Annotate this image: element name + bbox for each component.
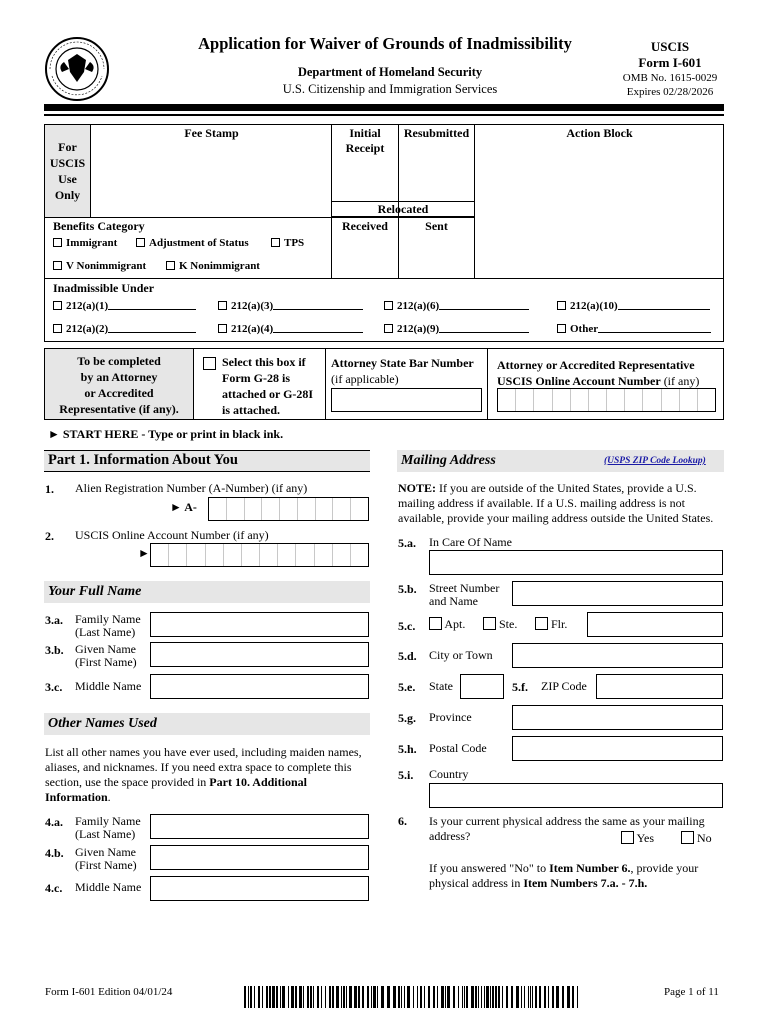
benefit-v-nonimmigrant[interactable]: V Nonimmigrant [53, 260, 146, 272]
footer-edition: Form I-601 Edition 04/01/24 [45, 986, 173, 998]
barcode-bar [539, 986, 541, 1008]
barcode-bar [280, 986, 281, 1008]
resubmitted-label: Resubmitted [403, 126, 470, 140]
province-input[interactable] [512, 705, 723, 730]
barcode-bar [478, 986, 479, 1008]
barcode-bar [433, 986, 435, 1008]
barcode-bar [424, 986, 425, 1008]
inadmissible-divider [44, 278, 724, 279]
barcode-bar [288, 986, 289, 1008]
barcode-bar [346, 986, 347, 1008]
care-of-label: In Care Of Name [429, 535, 512, 549]
middle-name-label: Middle Name [75, 679, 142, 693]
q6-yes-option[interactable]: Yes [621, 831, 654, 846]
other-middle-name-number: 4.c. [45, 881, 63, 895]
street-label: Street Number and Name [429, 581, 500, 608]
checkbox-icon [535, 617, 548, 630]
barcode-bar [524, 986, 525, 1008]
care-of-input[interactable] [429, 550, 723, 575]
part1-title: Part 1. Information About You [48, 452, 238, 468]
barcode-bar [528, 986, 529, 1008]
action-block-label: Action Block [566, 126, 633, 140]
mailing-address-heading: Mailing Address [401, 453, 496, 468]
other-given-name-number: 4.b. [45, 846, 64, 860]
other-family-name-input[interactable] [150, 814, 369, 839]
footer-page-number: Page 1 of 11 [664, 986, 719, 998]
barcode-bar [492, 986, 494, 1008]
barcode-bar [262, 986, 263, 1008]
relocated-label: Relocated [377, 202, 429, 216]
barcode-bar [471, 986, 474, 1008]
barcode-bar [490, 986, 491, 1008]
benefits-divider [44, 217, 332, 218]
benefit-adjustment-of-status[interactable]: Adjustment of Status [136, 237, 249, 249]
given-name-number: 3.b. [45, 643, 64, 657]
postal-code-number: 5.h. [398, 742, 417, 756]
unit-apt-option[interactable]: Apt. [429, 617, 465, 632]
family-name-number: 3.a. [45, 613, 63, 627]
middle-name-number: 3.c. [45, 680, 63, 694]
barcode-bar [250, 986, 252, 1008]
barcode-bar [495, 986, 497, 1008]
barcode-bar [341, 986, 342, 1008]
header-rule-thin [44, 114, 724, 116]
family-name-input[interactable] [150, 612, 369, 637]
checkbox-icon [557, 301, 566, 310]
barcode-bar [307, 986, 309, 1008]
uscis-online-account-input[interactable] [150, 543, 369, 567]
barcode-bar [313, 986, 314, 1008]
barcode-bar [329, 986, 331, 1008]
barcode-bar [552, 986, 554, 1008]
attorney-to-be-completed: To be completed by an Attorney or Accredited Representative (if any). [44, 348, 194, 420]
agency-name: U.S. Citizenship and Immigration Services [282, 82, 498, 96]
usps-zip-lookup-link[interactable]: (USPS ZIP Code Lookup) [604, 456, 706, 466]
barcode-bar [354, 986, 357, 1008]
zip-label: ZIP Code [541, 679, 587, 693]
other-given-name-input[interactable] [150, 845, 369, 870]
barcode-bar [407, 986, 410, 1008]
start-here-instruction: ► START HERE - Type or print in black ink. [48, 427, 284, 441]
received-label: Received [342, 219, 388, 233]
barcode-bar [295, 986, 297, 1008]
checkbox-icon [218, 324, 227, 333]
uscis-label: USCIS [650, 39, 690, 54]
checkbox-icon [53, 301, 62, 310]
barcode-bar [420, 986, 422, 1008]
state-number: 5.e. [398, 680, 416, 694]
barcode-bar [404, 986, 405, 1008]
checkbox-icon [621, 831, 634, 844]
barcode-bar [502, 986, 503, 1008]
unit-ste-option[interactable]: Ste. [483, 617, 517, 632]
given-name-label: Given Name (First Name) [75, 642, 137, 669]
sent-label: Sent [425, 219, 448, 233]
dhs-seal-icon [44, 36, 110, 102]
inadmissible-212a4[interactable]: 212(a)(4) [218, 322, 363, 335]
state-label: State [429, 679, 453, 693]
barcode-bar [428, 986, 430, 1008]
checkbox-icon [218, 301, 227, 310]
barcode-bar [310, 986, 312, 1008]
barcode-bar [321, 986, 322, 1008]
checkbox-icon [483, 617, 496, 630]
a-number-input[interactable] [208, 497, 369, 521]
barcode-bar [572, 986, 574, 1008]
barcode-bar [521, 986, 522, 1008]
family-name-label: Family Name (Last Name) [75, 612, 141, 639]
bar-number-label: Attorney State Bar Number (if applicable) [331, 356, 474, 386]
barcode-bar [393, 986, 396, 1008]
barcode-bar [248, 986, 249, 1008]
zip-number: 5.f. [512, 680, 528, 694]
q6-number: 6. [398, 814, 407, 828]
other-middle-name-input[interactable] [150, 876, 369, 901]
benefit-immigrant[interactable]: Immigrant [53, 237, 117, 249]
form-number: Form I-601 [638, 55, 702, 70]
barcode-bar [258, 986, 260, 1008]
barcode-bar [556, 986, 559, 1008]
checkbox-icon [136, 238, 145, 247]
country-input[interactable] [429, 783, 723, 808]
given-name-input[interactable] [150, 642, 369, 667]
checkbox-icon [53, 261, 62, 270]
checkbox-icon [681, 831, 694, 844]
country-label: Country [429, 767, 469, 781]
q2-prefix: ► [138, 546, 150, 560]
benefit-k-nonimmigrant[interactable]: K Nonimmigrant [166, 260, 260, 272]
street-input[interactable] [512, 581, 723, 606]
barcode-bar [577, 986, 578, 1008]
barcode-bar [447, 986, 450, 1008]
barcode-bar [303, 986, 304, 1008]
inadmissible-212a1[interactable]: 212(a)(1) [53, 299, 196, 312]
attorney-online-account-input[interactable] [497, 388, 716, 412]
other-family-name-label: Family Name (Last Name) [75, 814, 141, 841]
barcode-bar [548, 986, 549, 1008]
postal-code-label: Postal Code [429, 741, 487, 755]
for-uscis-use-only: For USCIS Use Only [44, 124, 91, 218]
benefits-category-label: Benefits Category [53, 219, 145, 233]
barcode-bar [343, 986, 345, 1008]
barcode-bar [544, 986, 546, 1008]
barcode-bar [401, 986, 402, 1008]
checkbox-icon [384, 301, 393, 310]
barcode-bar [475, 986, 477, 1008]
initial-receipt-label: Initial Receipt [345, 126, 385, 155]
postal-code-input[interactable] [512, 736, 723, 761]
barcode-bar [453, 986, 455, 1008]
barcode-bar [373, 986, 376, 1008]
barcode-bar [254, 986, 255, 1008]
q2-number: 2. [45, 529, 54, 543]
inadmissible-212a10[interactable]: 212(a)(10) [557, 299, 710, 312]
barcode-icon [244, 986, 578, 1008]
checkbox-icon [557, 324, 566, 333]
care-of-number: 5.a. [398, 536, 416, 550]
barcode-bar [516, 986, 519, 1008]
state-input[interactable] [460, 674, 504, 699]
barcode-bar [387, 986, 390, 1008]
barcode-bar [272, 986, 275, 1008]
barcode-bar [464, 986, 465, 1008]
q1-label: Alien Registration Number (A-Number) (if any) [75, 481, 308, 495]
city-number: 5.d. [398, 649, 417, 663]
checkbox-icon [166, 261, 175, 270]
bar-number-input[interactable] [331, 388, 482, 412]
checkbox-icon [203, 357, 216, 370]
checkbox-icon [384, 324, 393, 333]
q6-no-option[interactable]: No [681, 831, 712, 846]
street-number: 5.b. [398, 582, 417, 596]
barcode-bar [458, 986, 459, 1008]
checkbox-icon [429, 617, 442, 630]
barcode-bar [276, 986, 278, 1008]
inadmissible-other[interactable]: Other [557, 322, 711, 335]
department-name: Department of Homeland Security [297, 65, 483, 79]
q1-prefix: ► A- [170, 500, 197, 514]
g28-label: Select this box if Form G-28 is attached or G-28I is attached. [222, 355, 314, 417]
province-label: Province [429, 710, 472, 724]
q2-label: USCIS Online Account Number (if any) [75, 528, 269, 542]
zip-input[interactable] [596, 674, 723, 699]
barcode-bar [417, 986, 418, 1008]
barcode-bar [530, 986, 531, 1008]
barcode-bar [484, 986, 485, 1008]
barcode-bar [332, 986, 334, 1008]
barcode-bar [381, 986, 384, 1008]
barcode-bar [437, 986, 438, 1008]
barcode-bar [398, 986, 400, 1008]
city-label: City or Town [429, 648, 493, 662]
inadmissible-under-label: Inadmissible Under [53, 281, 155, 295]
g28-checkbox[interactable] [203, 357, 216, 372]
inadmissible-212a2[interactable]: 212(a)(2) [53, 322, 196, 335]
country-number: 5.i. [398, 768, 414, 782]
benefit-tps[interactable]: TPS [271, 237, 304, 249]
barcode-bar [291, 986, 294, 1008]
unit-number: 5.c. [398, 619, 416, 633]
barcode-bar [567, 986, 570, 1008]
form-id-block [610, 39, 730, 99]
unit-flr-option[interactable]: Flr. [535, 617, 567, 632]
barcode-bar [371, 986, 372, 1008]
barcode-bar [413, 986, 414, 1008]
barcode-bar [498, 986, 500, 1008]
header-rule [44, 104, 724, 111]
checkbox-icon [53, 238, 62, 247]
other-middle-name-label: Middle Name [75, 880, 142, 894]
barcode-bar [562, 986, 564, 1008]
barcode-bar [244, 986, 246, 1008]
other-given-name-label: Given Name (First Name) [75, 845, 137, 872]
barcode-bar [317, 986, 319, 1008]
barcode-bar [445, 986, 446, 1008]
other-names-heading: Other Names Used [44, 713, 370, 735]
action-block-cell [474, 124, 724, 279]
expiration-date: Expires 02/28/2026 [626, 86, 714, 98]
city-input[interactable] [512, 643, 723, 668]
barcode-bar [466, 986, 468, 1008]
barcode-bar [282, 986, 285, 1008]
mailing-note: NOTE: If you are outside of the United States, provide a U.S. mailing address if available. If a U.S. mailing address is not available, provide your mailing address outside the United States. [398, 481, 714, 525]
q6-follow-up: If you answered "No" to Item Number 6., provide your physical address in Item Numbers 7.a. - 7.h. [429, 861, 699, 890]
barcode-bar [377, 986, 378, 1008]
omb-number: OMB No. 1615-0029 [622, 72, 718, 84]
province-number: 5.g. [398, 711, 416, 725]
barcode-bar [299, 986, 302, 1008]
checkbox-icon [53, 324, 62, 333]
inadmissible-212a3[interactable]: 212(a)(3) [218, 299, 363, 312]
barcode-bar [511, 986, 513, 1008]
barcode-bar [349, 986, 352, 1008]
form-title: Application for Waiver of Grounds of Inadmissibility [198, 34, 572, 53]
barcode-bar [358, 986, 360, 1008]
barcode-bar [266, 986, 268, 1008]
fee-stamp-label: Fee Stamp [184, 126, 239, 140]
barcode-bar [486, 986, 489, 1008]
checkbox-icon [271, 238, 280, 247]
barcode-bar [506, 986, 508, 1008]
inadmissible-212a6[interactable]: 212(a)(6) [384, 299, 529, 312]
full-name-heading: Your Full Name [44, 581, 370, 603]
q6-label: Is your current physical address the same as your mailing address? [429, 814, 705, 843]
middle-name-input[interactable] [150, 674, 369, 699]
other-names-instructions: List all other names you have ever used, including maiden names, aliases, and nicknames. If you need extra space to complete this section, use the space provided in Part 10. Additional Information. [45, 745, 362, 804]
inadmissible-212a9[interactable]: 212(a)(9) [384, 322, 529, 335]
unit-input[interactable] [587, 612, 723, 637]
barcode-bar [532, 986, 533, 1008]
barcode-bar [481, 986, 482, 1008]
other-family-name-number: 4.a. [45, 815, 63, 829]
barcode-bar [441, 986, 444, 1008]
barcode-bar [462, 986, 463, 1008]
barcode-bar [367, 986, 369, 1008]
barcode-bar [325, 986, 326, 1008]
q1-number: 1. [45, 482, 54, 496]
barcode-bar [269, 986, 271, 1008]
barcode-bar [336, 986, 339, 1008]
attorney-online-account-label: Attorney or Accredited Representative USCIS Online Account Number (if any) [497, 358, 700, 388]
barcode-bar [362, 986, 364, 1008]
barcode-bar [535, 986, 537, 1008]
